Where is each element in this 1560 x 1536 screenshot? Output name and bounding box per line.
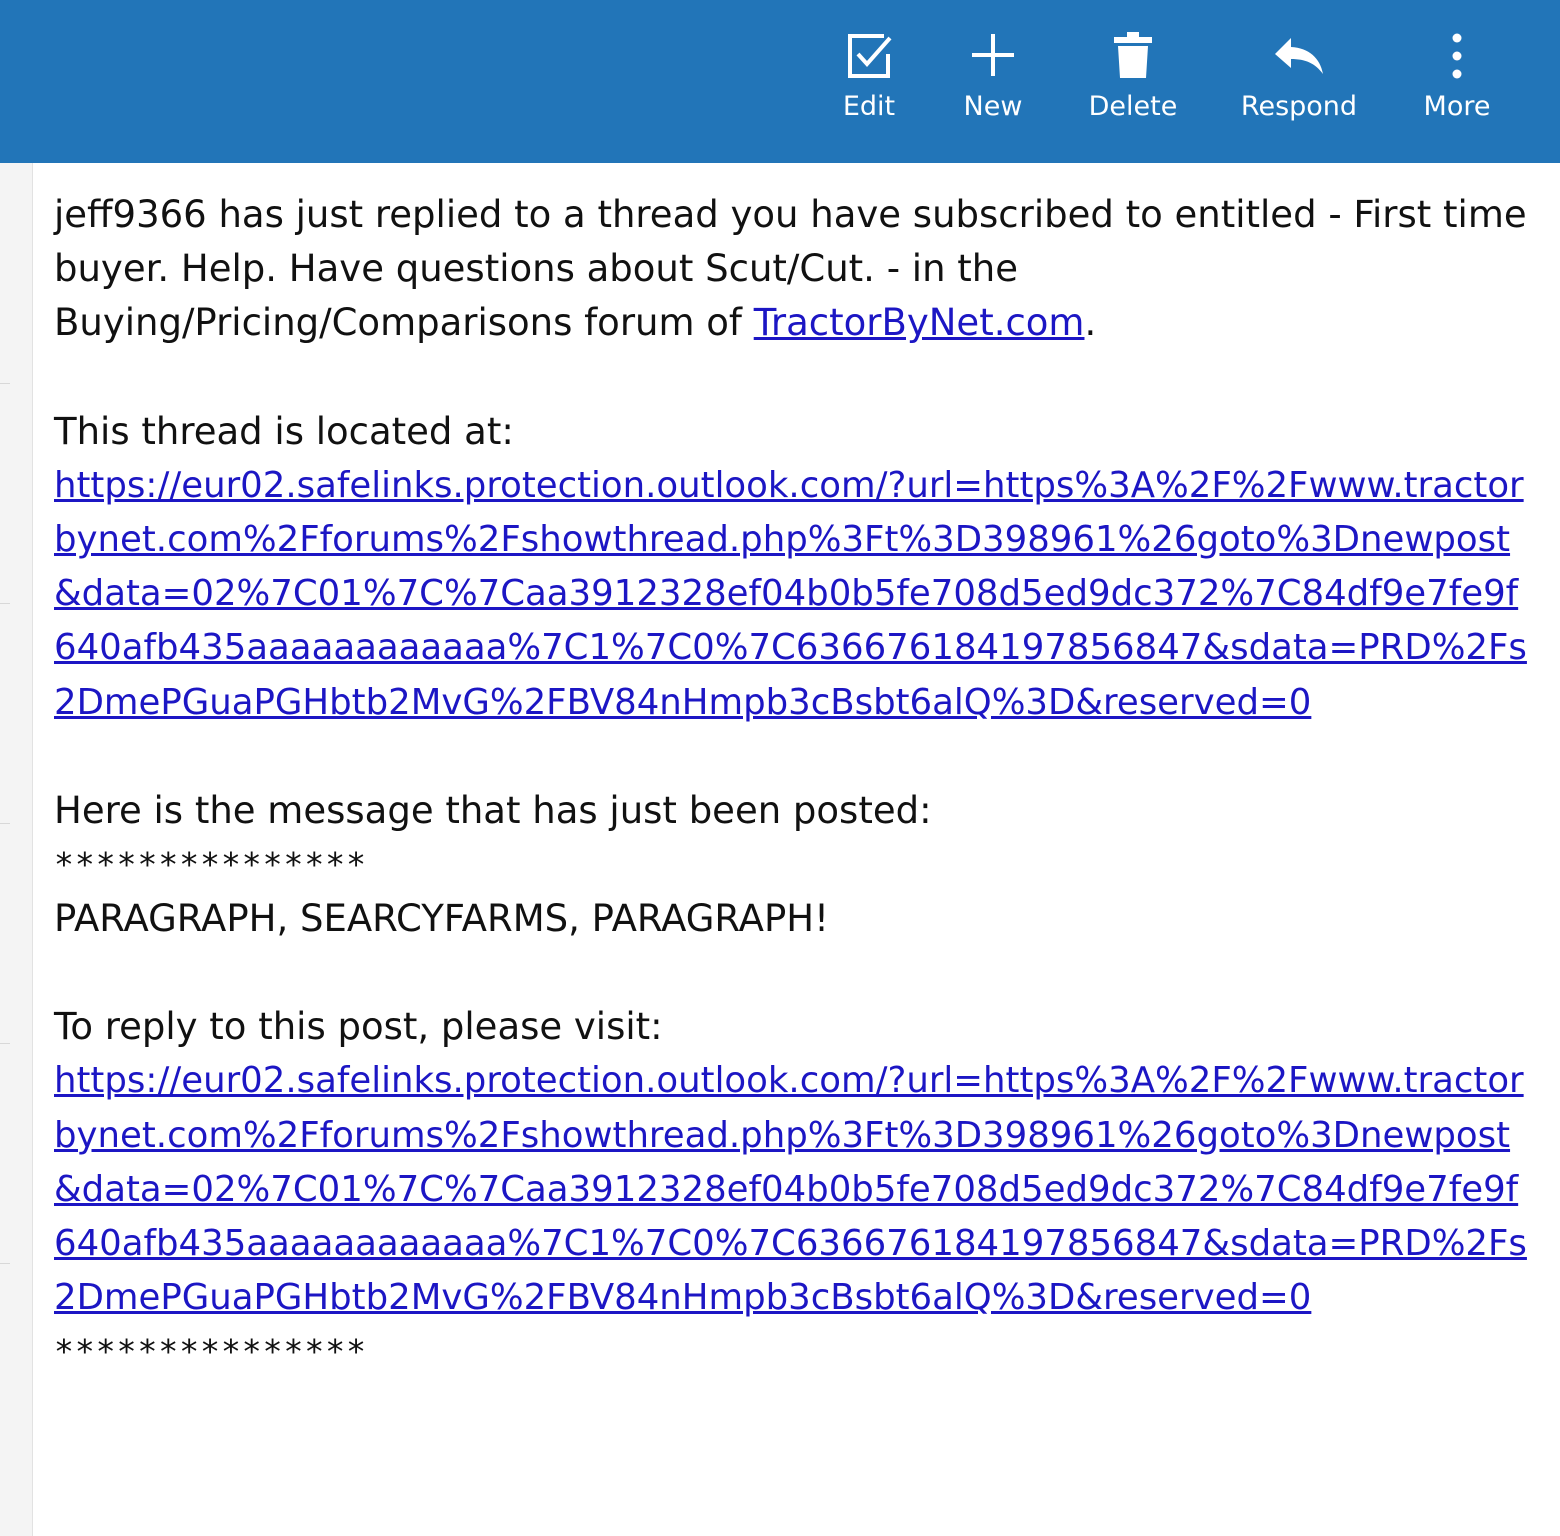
reply-icon [1271, 26, 1327, 84]
respond-button[interactable] [1232, 26, 1366, 136]
new-button[interactable] [950, 26, 1036, 136]
plus-icon [968, 26, 1018, 84]
more-button[interactable] [1410, 26, 1504, 136]
intro-end: . [1084, 301, 1097, 345]
action-toolbar [0, 0, 1560, 163]
divider [0, 603, 10, 604]
edit-icon [844, 26, 894, 84]
intro-text: jeff9366 has just replied to a thread you have subscribed to entitled - First time buyer. Help. Have questions about Scut/Cut. - in the Buying/Pricing/Comparisons forum of [54, 193, 1527, 345]
posted-label: Here is the message that has just been posted: [54, 788, 932, 832]
divider [0, 1043, 10, 1044]
trash-icon [1110, 26, 1156, 84]
separator-stars-top: *************** [54, 845, 368, 885]
divider [0, 383, 10, 384]
more-label: More [1423, 91, 1491, 122]
thread-url-link[interactable]: https://eur02.safelinks.protection.outlook.com/?url=https%3A%2F%2Fwww.tractorbynet.com%2Fforums%2Fshowthread.php%3Ft%3D398961%26goto%3Dnewpost&data=02%7C01%7C%7Caa3912328ef04b0b5fe708d5ed9dc372%7C84df9e7fe9f640afb435aaaaaaaaaaaa%7C1%7C0%7C636676184197856847&sdata=PRD%2Fs2DmePGuaPGHbtb2MvG%2FBV84nHmpb3cBsbt6alQ%3D&reserved=0 [54, 464, 1527, 723]
left-pane-edge [0, 163, 33, 1536]
thread-located-label: This thread is located at: [54, 409, 514, 453]
divider [0, 823, 10, 824]
more-vertical-icon [1447, 26, 1467, 84]
new-label: New [963, 91, 1023, 122]
reply-label: To reply to this post, please visit: [54, 1005, 663, 1049]
post-text: PARAGRAPH, SEARCYFARMS, PARAGRAPH! [54, 897, 829, 941]
spacer [54, 946, 1540, 1000]
delete-label: Delete [1088, 91, 1178, 122]
spacer [54, 730, 1540, 784]
message-body [54, 188, 1540, 1379]
intro-paragraph [54, 188, 1540, 351]
reply-url-link[interactable]: https://eur02.safelinks.protection.outlook.com/?url=https%3A%2F%2Fwww.tractorbynet.com%2Fforums%2Fshowthread.php%3Ft%3D398961%26goto%3Dnewpost&data=02%7C01%7C%7Caa3912328ef04b0b5fe708d5ed9dc372%7C84df9e7fe9f640afb435aaaaaaaaaaaa%7C1%7C0%7C636676184197856847&sdata=PRD%2Fs2DmePGuaPGHbtb2MvG%2FBV84nHmpb3cBsbt6alQ%3D&reserved=0 [54, 1060, 1527, 1319]
divider [0, 1263, 10, 1264]
spacer [54, 351, 1540, 405]
respond-label: Respond [1240, 91, 1358, 122]
edit-button[interactable] [826, 26, 912, 136]
delete-button[interactable] [1078, 26, 1188, 136]
separator-stars-bottom: *************** [54, 1332, 368, 1372]
site-link[interactable]: TractorByNet.com [753, 301, 1085, 345]
edit-label: Edit [842, 91, 896, 122]
